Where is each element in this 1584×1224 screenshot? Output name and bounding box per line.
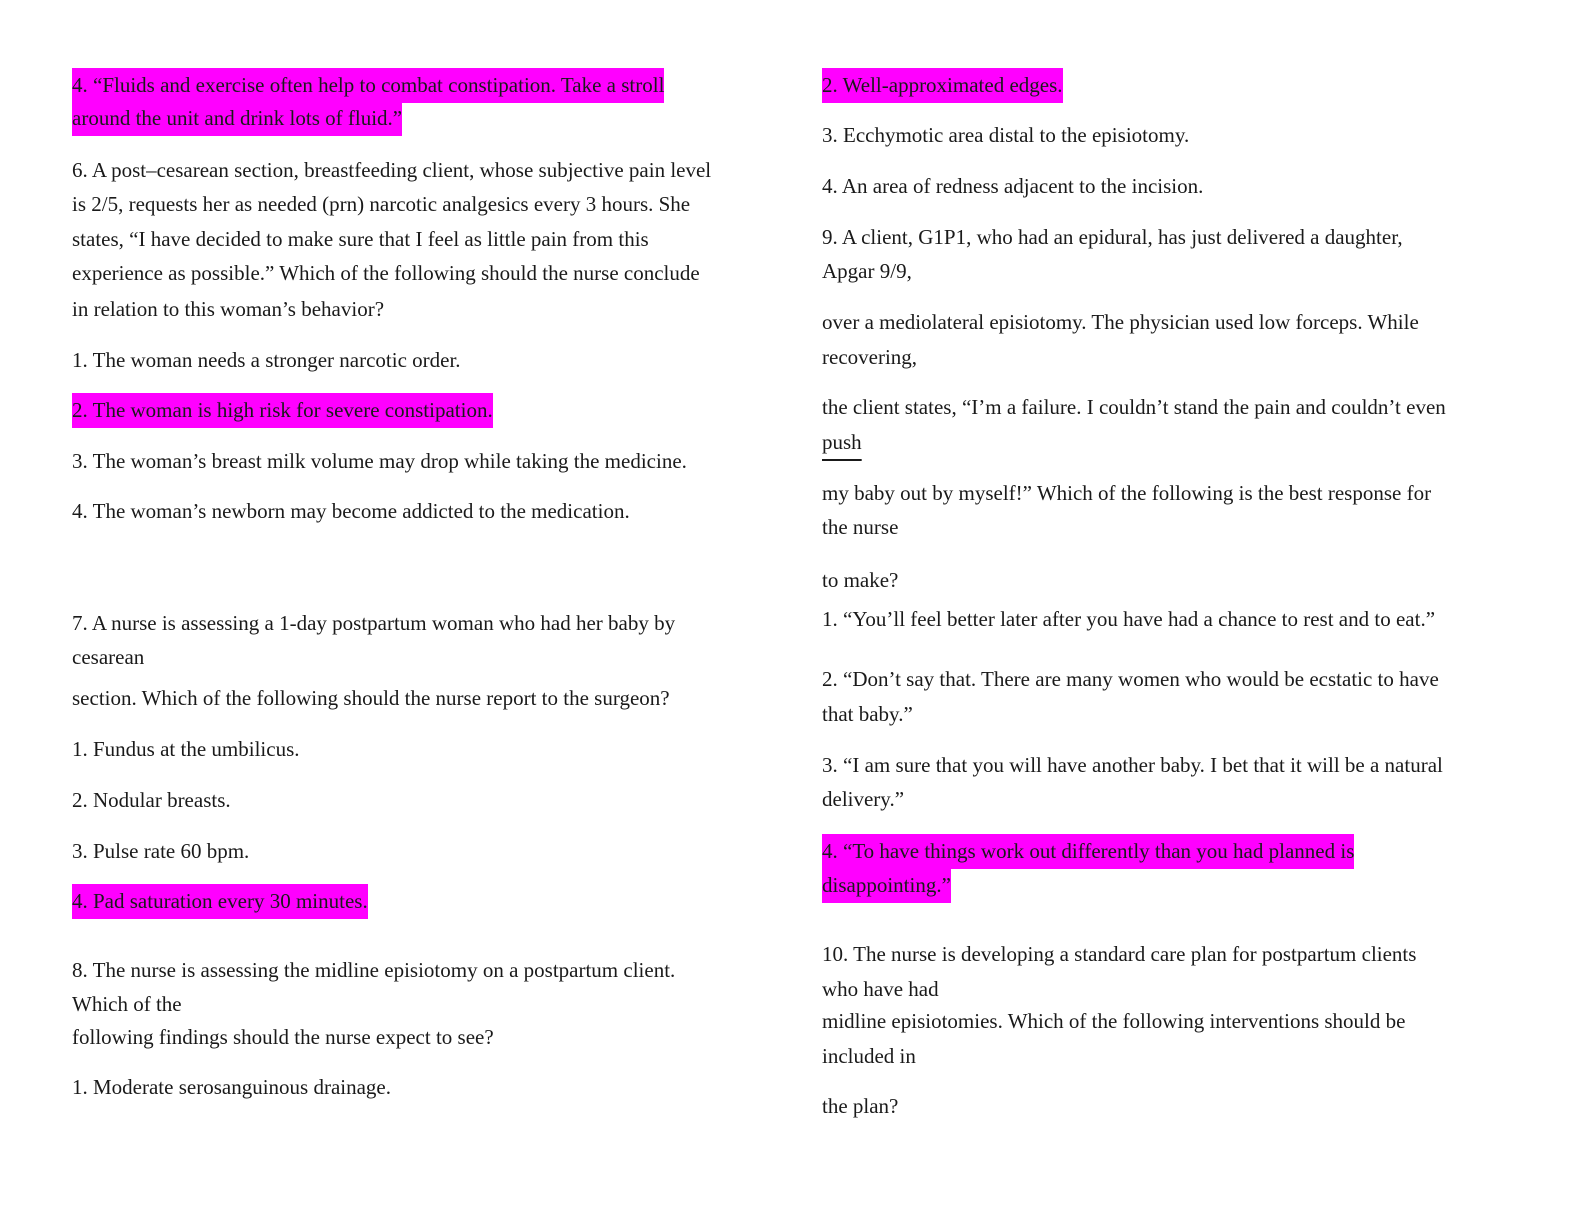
question-9-line1: 9. A client, G1P1, who had an epidural, has just delivered a daughter, <box>822 225 1403 249</box>
question-9-option-2-line2: that baby.” <box>822 702 913 726</box>
question-8-line3: following findings should the nurse expect to see? <box>72 1025 494 1049</box>
question-9-line2: Apgar 9/9, <box>822 259 912 283</box>
question-9-option-3-line2: delivery.” <box>822 787 905 811</box>
question-8-option-3: 3. Ecchymotic area distal to the episiotomy. <box>822 123 1190 147</box>
question-6-line4: experience as possible.” Which of the following should the nurse conclude <box>72 261 700 285</box>
question-6-option-1: 1. The woman needs a stronger narcotic order. <box>72 348 461 372</box>
question-9-line5: the client states, “I’m a failure. I couldn’t stand the pain and couldn’t even <box>822 395 1446 419</box>
question-7-line1: 7. A nurse is assessing a 1-day postpartum woman who had her baby by <box>72 611 676 635</box>
question-10-line1: 10. The nurse is developing a standard care plan for postpartum clients <box>822 942 1417 966</box>
question-9-option-4-highlighted-line1: 4. “To have things work out differently than you had planned is <box>822 834 1354 869</box>
question-6-line1: 6. A post–cesarean section, breastfeeding client, whose subjective pain level <box>72 158 712 182</box>
question-9-line3: over a mediolateral episiotomy. The physician used low forceps. While <box>822 310 1419 334</box>
question-7-option-1: 1. Fundus at the umbilicus. <box>72 737 300 761</box>
highlighted-answer-q4-line2: around the unit and drink lots of fluid.” <box>72 101 402 136</box>
question-7-line3: section. Which of the following should the nurse report to the surgeon? <box>72 686 670 710</box>
question-9-option-3-line1: 3. “I am sure that you will have another baby. I bet that it will be a natural <box>822 753 1443 777</box>
question-9-line6: push <box>822 430 862 454</box>
question-6-option-2-highlighted: 2. The woman is high risk for severe constipation. <box>72 393 493 428</box>
question-9-line9: to make? <box>822 568 899 592</box>
question-6-option-4: 4. The woman’s newborn may become addicted to the medication. <box>72 499 630 523</box>
question-8-line1: 8. The nurse is assessing the midline episiotomy on a postpartum client. <box>72 958 676 982</box>
question-9-option-4-highlighted-line2: disappointing.” <box>822 868 951 903</box>
highlighted-answer-q4-line1: 4. “Fluids and exercise often help to combat constipation. Take a stroll <box>72 68 664 103</box>
question-8-option-1: 1. Moderate serosanguinous drainage. <box>72 1075 391 1099</box>
question-8-line2: Which of the <box>72 992 182 1016</box>
question-9-line4: recovering, <box>822 345 918 369</box>
question-7-line2: cesarean <box>72 645 145 669</box>
question-10-line5: the plan? <box>822 1094 899 1118</box>
question-8-option-2-highlighted: 2. Well-approximated edges. <box>822 68 1063 103</box>
question-7-option-4-highlighted: 4. Pad saturation every 30 minutes. <box>72 884 368 919</box>
question-6-line5: in relation to this woman’s behavior? <box>72 297 385 321</box>
question-9-line7: my baby out by myself!” Which of the following is the best response for <box>822 481 1432 505</box>
question-9-option-2-line1: 2. “Don’t say that. There are many women who would be ecstatic to have <box>822 667 1439 691</box>
question-7-option-3: 3. Pulse rate 60 bpm. <box>72 839 250 863</box>
question-7-option-2: 2. Nodular breasts. <box>72 788 231 812</box>
question-6-line3: states, “I have decided to make sure that I feel as little pain from this <box>72 227 649 251</box>
question-10-line2: who have had <box>822 977 939 1001</box>
question-9-line8: the nurse <box>822 515 899 539</box>
question-9-option-1: 1. “You’ll feel better later after you have had a chance to rest and to eat.” <box>822 607 1436 631</box>
question-8-option-4: 4. An area of redness adjacent to the incision. <box>822 174 1204 198</box>
question-6-line2: is 2/5, requests her as needed (prn) narcotic analgesics every 3 hours. She <box>72 192 691 216</box>
question-10-line3: midline episiotomies. Which of the following interventions should be <box>822 1009 1406 1033</box>
question-10-line4: included in <box>822 1044 916 1068</box>
question-6-option-3: 3. The woman’s breast milk volume may drop while taking the medicine. <box>72 449 687 473</box>
